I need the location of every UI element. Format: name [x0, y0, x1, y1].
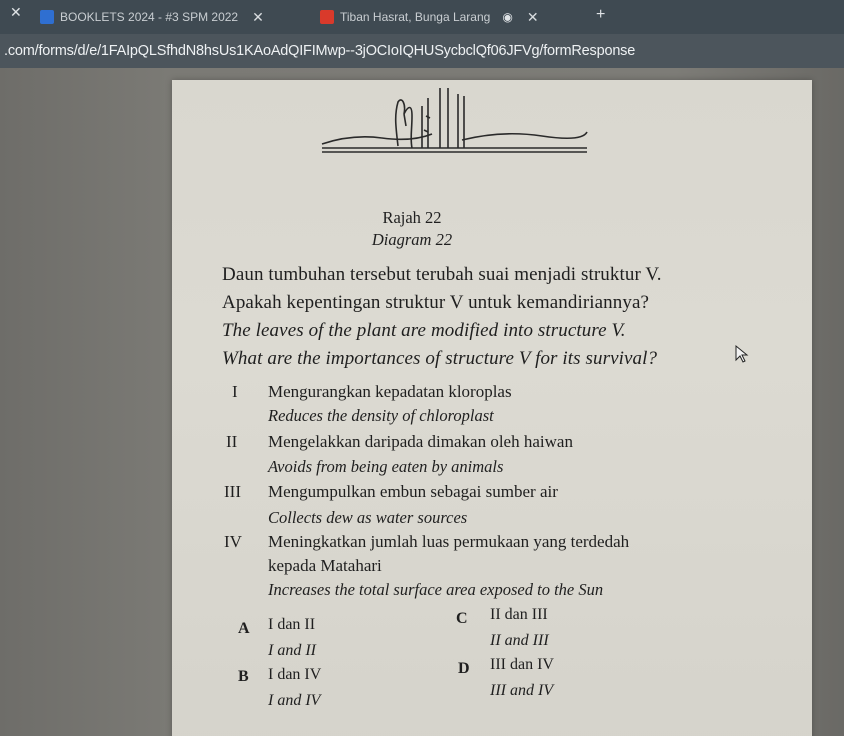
answer-option-c[interactable]: II dan III — [490, 606, 548, 623]
close-tab-icon[interactable]: ✕ — [10, 4, 22, 20]
answer-letter: A — [238, 620, 250, 637]
answer-option-d-en: III and IV — [490, 682, 554, 699]
url-text[interactable]: .com/forms/d/e/1FAIpQLSfhdN8hsUs1KAoAdQIFIMwp--3jOCIoIQHUSycbclQf06JFVg/formResponse — [4, 43, 636, 59]
answer-letter: B — [238, 668, 249, 685]
statement-en: Avoids from being eaten by animals — [268, 457, 504, 476]
new-tab-icon[interactable]: + — [596, 6, 606, 23]
answer-option-d[interactable]: III dan IV — [490, 656, 554, 673]
answer-option-a[interactable]: I dan II — [268, 616, 316, 633]
answer-option-b-en: I and IV — [268, 692, 321, 709]
address-bar[interactable] — [0, 34, 844, 68]
browser-tab-strip — [0, 0, 844, 34]
close-icon[interactable]: ✕ — [252, 8, 264, 25]
statement-number: II — [226, 432, 238, 451]
statement-ms: Mengumpulkan embun sebagai sumber air — [268, 482, 558, 501]
question-stem-ms: Daun tumbuhan tersebut terubah suai menjadi struktur V. — [222, 264, 662, 285]
docs-icon — [40, 10, 54, 24]
page-viewport — [0, 68, 844, 736]
statement-number: III — [224, 482, 241, 501]
answer-letter: D — [458, 660, 470, 677]
statement-number: IV — [224, 532, 242, 551]
statement-en: Collects dew as water sources — [268, 508, 468, 527]
close-icon[interactable]: ✕ — [526, 8, 539, 25]
plant-diagram — [312, 86, 592, 182]
youtube-icon — [320, 10, 334, 24]
answer-option-b[interactable]: I dan IV — [268, 666, 322, 683]
question-stem-en: What are the importances of structure V for its survival? — [222, 348, 658, 369]
statement-en: Increases the total surface area exposed to the Sun — [268, 580, 604, 599]
exam-paper — [172, 80, 812, 736]
answer-option-c-en: II and III — [490, 632, 549, 649]
statement-en: Reduces the density of chloroplast — [268, 406, 494, 425]
statement-number: I — [232, 382, 238, 401]
answer-letter: C — [456, 610, 468, 627]
browser-tab[interactable] — [320, 4, 590, 30]
statement-ms: Mengurangkan kepadatan kloroplas — [268, 382, 512, 401]
statement-ms: Meningkatkan jumlah luas permukaan yang terdedah — [268, 532, 630, 551]
tab-title: BOOKLETS 2024 - #3 SPM 2022 — [60, 10, 239, 24]
statement-ms: kepada Matahari — [268, 556, 382, 575]
diagram-caption: Rajah 22 — [382, 208, 442, 227]
mouse-cursor-icon — [734, 344, 750, 364]
question-stem-ms: Apakah kepentingan struktur V untuk kemandiriannya? — [222, 292, 650, 313]
answer-option-a-en: I and II — [268, 642, 316, 659]
statement-ms: Mengelakkan daripada dimakan oleh haiwan — [268, 432, 573, 451]
question-stem-en: The leaves of the plant are modified into structure V. — [222, 320, 626, 341]
browser-tab[interactable] — [40, 4, 330, 30]
speaker-icon[interactable]: ◉ — [502, 10, 513, 24]
tab-title: Tiban Hasrat, Bunga Larang — [340, 10, 491, 24]
diagram-caption-en: Diagram 22 — [371, 230, 453, 249]
